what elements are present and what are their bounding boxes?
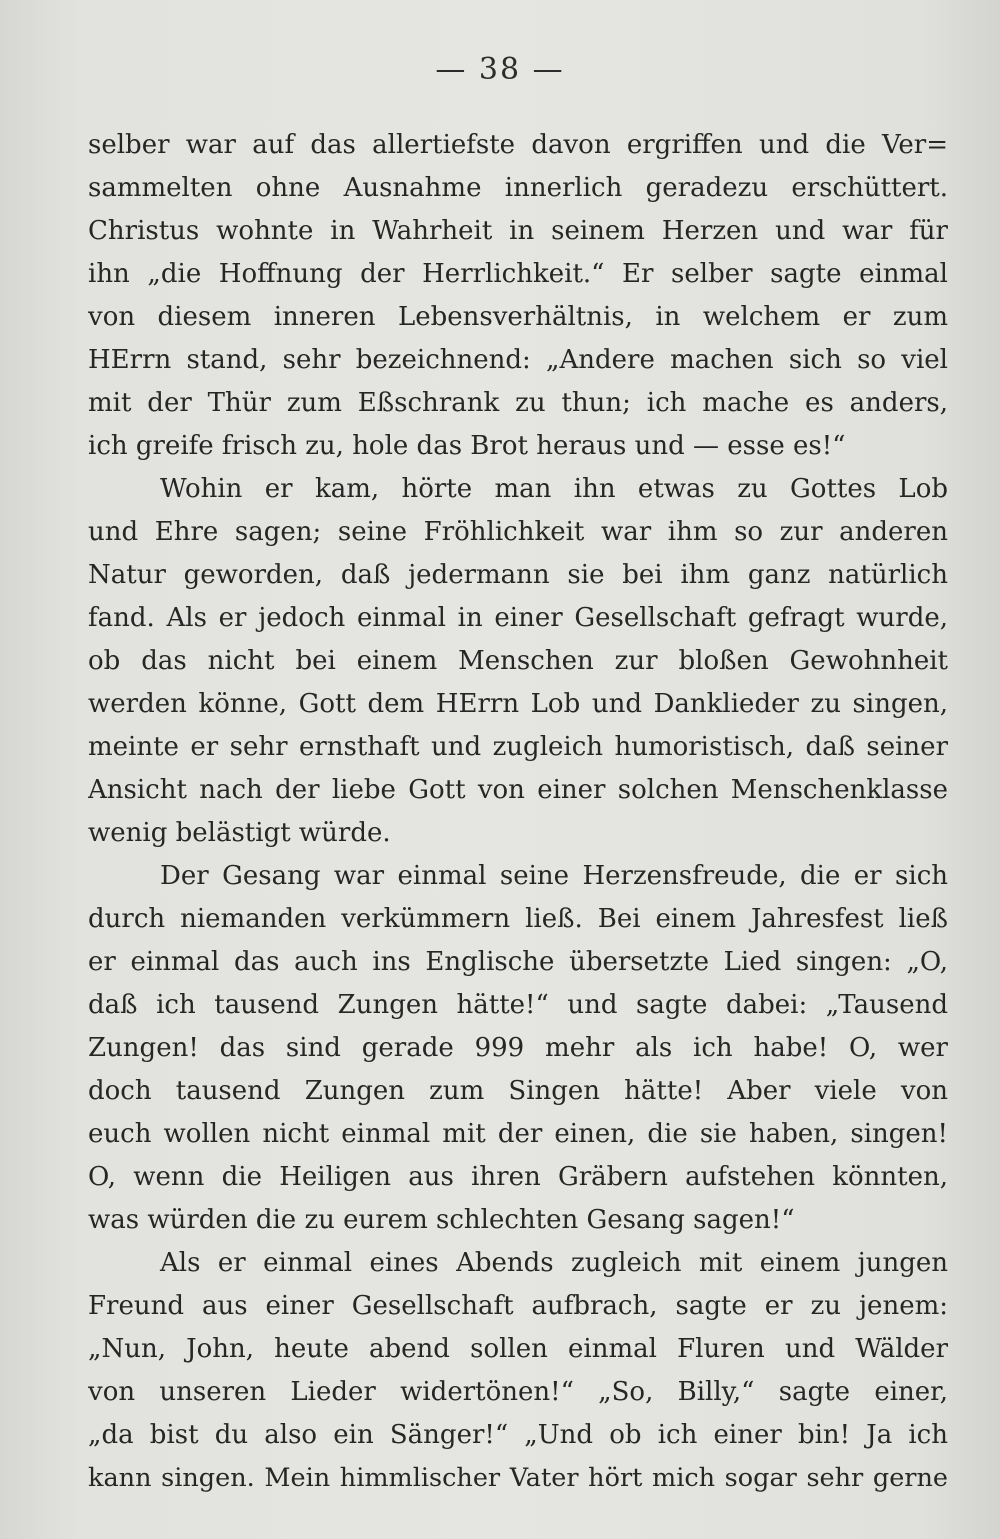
text-line: er einmal das auch ins Englische übersetzte Lied singen: „O, xyxy=(88,947,948,977)
text-line: werden könne, Gott dem HErrn Lob und Danklieder zu singen, xyxy=(88,689,948,719)
text-line: Natur geworden, daß jedermann sie bei ihm ganz natürlich xyxy=(88,560,948,590)
page-number: — 38 — xyxy=(435,52,565,87)
text-line: wenig belästigt würde. xyxy=(88,818,391,848)
text-line: selber war auf das allertiefste davon ergriffen und die Ver= xyxy=(88,130,948,160)
text-line: kann singen. Mein himmlischer Vater hört mich sogar sehr gerne xyxy=(88,1463,948,1493)
text-line: HErrn stand, sehr bezeichnend: „Andere machen sich so viel xyxy=(88,345,948,375)
text-line: „da bist du also ein Sänger!“ „Und ob ich einer bin! Ja ich xyxy=(88,1420,948,1450)
paragraph-2 xyxy=(88,468,948,855)
text-line: meinte er sehr ernsthaft und zugleich humoristisch, daß seiner xyxy=(88,732,948,762)
text-line: euch wollen nicht einmal mit der einen, die sie haben, singen! xyxy=(88,1119,948,1149)
paragraph-3 xyxy=(88,855,948,1242)
text-line: von unseren Lieder widertönen!“ „So, Billy,“ sagte einer, xyxy=(88,1377,948,1407)
paragraph-4 xyxy=(88,1242,948,1500)
text-line: sammelten ohne Ausnahme innerlich geradezu erschüttert. xyxy=(88,173,948,203)
text-line: von diesem inneren Lebensverhältnis, in welchem er zum xyxy=(88,302,948,332)
text-line: ihn „die Hoffnung der Herrlichkeit.“ Er selber sagte einmal xyxy=(88,259,948,289)
text-line: doch tausend Zungen zum Singen hätte! Aber viele von xyxy=(88,1076,948,1106)
text-line: fand. Als er jedoch einmal in einer Gesellschaft gefragt wurde, xyxy=(88,603,948,633)
text-line: mit der Thür zum Eßschrank zu thun; ich mache es anders, xyxy=(88,388,948,418)
text-line: Wohin er kam, hörte man ihn etwas zu Gottes Lob xyxy=(160,474,948,504)
text-line: Der Gesang war einmal seine Herzensfreude, die er sich xyxy=(160,861,948,891)
text-line: „Nun, John, heute abend sollen einmal Fluren und Wälder xyxy=(88,1334,948,1364)
text-line: Zungen! das sind gerade 999 mehr als ich habe! O, wer xyxy=(88,1033,948,1063)
text-line: durch niemanden verkümmern ließ. Bei einem Jahresfest ließ xyxy=(88,904,948,934)
text-line: was würden die zu eurem schlechten Gesang sagen!“ xyxy=(88,1205,795,1235)
text-line: Freund aus einer Gesellschaft aufbrach, sagte er zu jenem: xyxy=(88,1291,948,1321)
page-text-body xyxy=(88,124,948,1500)
text-line: ich greife frisch zu, hole das Brot heraus und — esse es!“ xyxy=(88,431,846,461)
text-line: Ansicht nach der liebe Gott von einer solchen Menschenklasse xyxy=(88,775,948,805)
text-line: und Ehre sagen; seine Fröhlichkeit war ihm so zur anderen xyxy=(88,517,948,547)
paragraph-1 xyxy=(88,124,948,468)
text-line: Christus wohnte in Wahrheit in seinem Herzen und war für xyxy=(88,216,948,246)
text-line: daß ich tausend Zungen hätte!“ und sagte dabei: „Tausend xyxy=(88,990,948,1020)
text-line: Als er einmal eines Abends zugleich mit einem jungen xyxy=(160,1248,948,1278)
text-line: O, wenn die Heiligen aus ihren Gräbern aufstehen könnten, xyxy=(88,1162,948,1192)
text-line: ob das nicht bei einem Menschen zur bloßen Gewohnheit xyxy=(88,646,948,676)
